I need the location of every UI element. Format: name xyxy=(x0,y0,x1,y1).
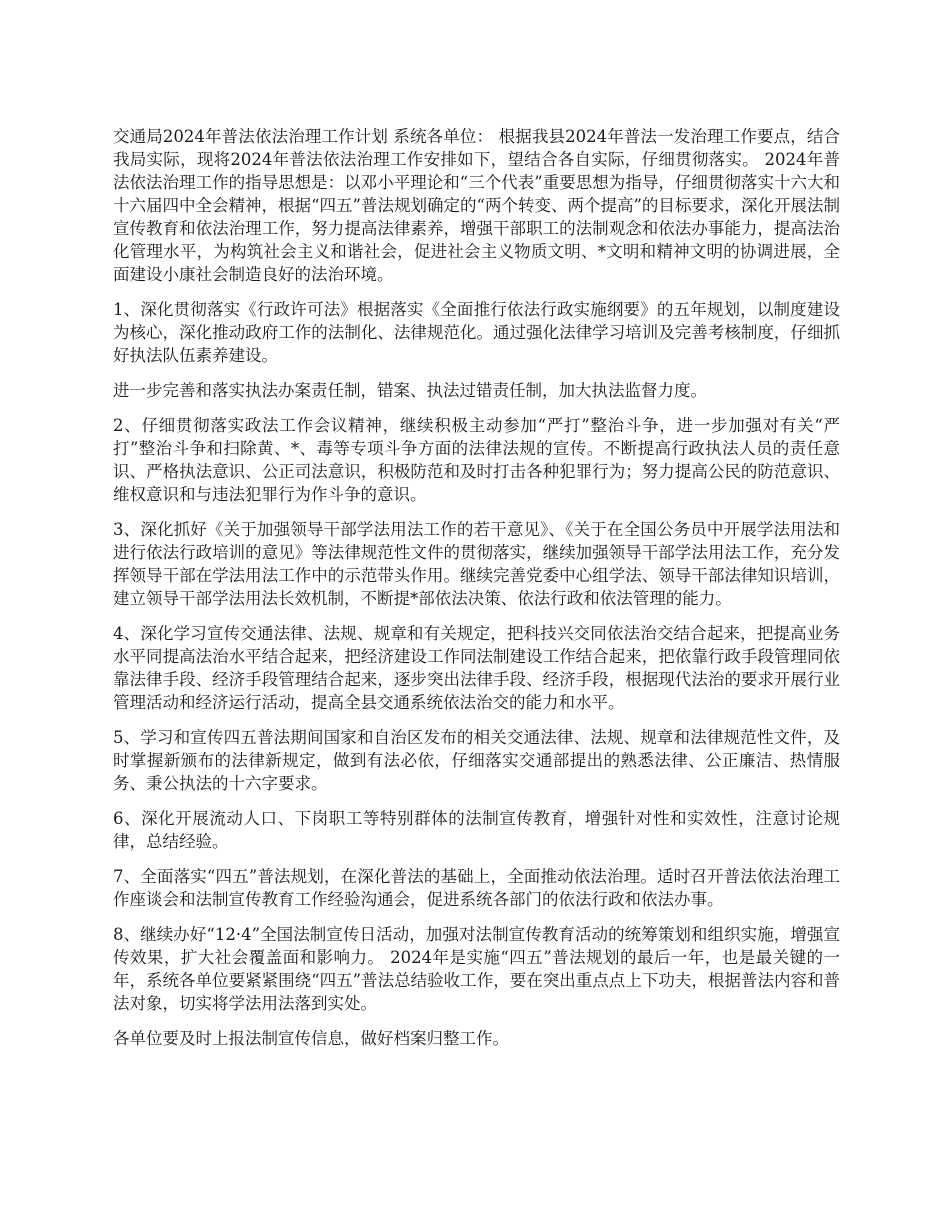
paragraph-item-3: 3、深化抓好《关于加强领导干部学法用法工作的若干意见》、《关于在全国公务员中开展学法用法和进行依法行政培训的意见》等法律规范性文件的贯彻落实，继续加强领导干部学法用法工作，充分发挥领导干部在学法用法工作中的示范带头作用。继续完善党委中心组学法、领导干部法律知识培训，建立领导干部学法用法长效机制，不断提*部依法决策、依法行政和依法管理的能力。 xyxy=(113,520,840,608)
document-body xyxy=(113,125,840,1062)
paragraph-intro: 交通局2024年普法依法治理工作计划 系统各单位： 根据我县2024年普法一发治理工作要点，结合我局实际，现将2024年普法依法治理工作安排如下，望结合各自实际，仔细贯彻落实。 2024年普法依法治理工作的指导思想是：以邓小平理论和“三个代表”重要思想为指导，仔细贯彻落实十六大和十六届四中全会精神，根据“四五”普法规划确定的“两个转变、两个提高”的目标要求，深化开展法制宣传教育和依法治理工作，努力提高法律素养，增强干部职工的法制观念和依法办事能力，提高法治化管理水平，为构筑社会主义和谐社会，促进社会主义物质文明、*文明和精神文明的协调进展，全面建设小康社会制造良好的法治环境。 xyxy=(113,127,840,284)
paragraph-item-7: 7、全面落实“四五”普法规划，在深化普法的基础上，全面推动依法治理。适时召开普法依法治理工作座谈会和法制宣传教育工作经验沟通会，促进系统各部门的依法行政和依法办事。 xyxy=(113,867,840,909)
paragraph-item-4: 4、深化学习宣传交通法律、法规、规章和有关规定，把科技兴交同依法治交结合起来，把提高业务水平同提高法治水平结合起来，把经济建设工作同法制建设工作结合起来，把依靠行政手段管理同依靠法律手段、经济手段管理结合起来，逐步突出法律手段、经济手段，根据现代法治的要求开展行业管理活动和经济运行活动，提高全县交通系统依法治交的能力和水平。 xyxy=(113,624,840,712)
paragraph-item-8: 8、继续办好“12·4”全国法制宣传日活动，加强对法制宣传教育活动的统筹策划和组织实施，增强宣传效果，扩大社会覆盖面和影响力。 2024年是实施“四五”普法规划的最后一年，也是最关键的一年，系统各单位要紧紧围绕“四五”普法总结验收工作，要在突出重点点上下功夫，根据普法内容和普法对象，切实将学法用法落到实处。 xyxy=(113,925,840,1013)
paragraph-item-6: 6、深化开展流动人口、下岗职工等特别群体的法制宣传教育，增强针对性和实效性，注意讨论规律，总结经验。 xyxy=(113,809,840,851)
paragraph-closing: 各单位要及时上报法制宣传信息，做好档案归整工作。 xyxy=(113,1029,509,1048)
paragraph-item-5: 5、学习和宣传四五普法期间国家和自治区发布的相关交通法律、法规、规章和法律规范性文件，及时掌握新颁布的法律新规定，做到有法必依，仔细落实交通部提出的熟悉法律、公正廉洁、热情服务、秉公执法的十六字要求。 xyxy=(113,728,840,793)
paragraph-item-1: 1、深化贯彻落实《行政许可法》根据落实《全面推行依法行政实施纲要》的五年规划，以制度建设为核心，深化推动政府工作的法制化、法律规范化。通过强化法律学习培训及完善考核制度，仔细抓好执法队伍素养建设。 xyxy=(113,300,840,365)
paragraph-item-1-continued: 进一步完善和落实执法办案责任制，错案、执法过错责任制，加大执法监督力度。 xyxy=(113,381,707,400)
paragraph-item-2: 2、仔细贯彻落实政法工作会议精神，继续积极主动参加“严打”整治斗争，进一步加强对有关“严打”整治斗争和扫除黄、*、毒等专项斗争方面的法律法规的宣传。不断提高行政执法人员的责任意识、严格执法意识、公正司法意识，积极防范和及时打击各种犯罪行为；努力提高公民的防范意识、维权意识和与违法犯罪行为作斗争的意识。 xyxy=(113,416,840,504)
